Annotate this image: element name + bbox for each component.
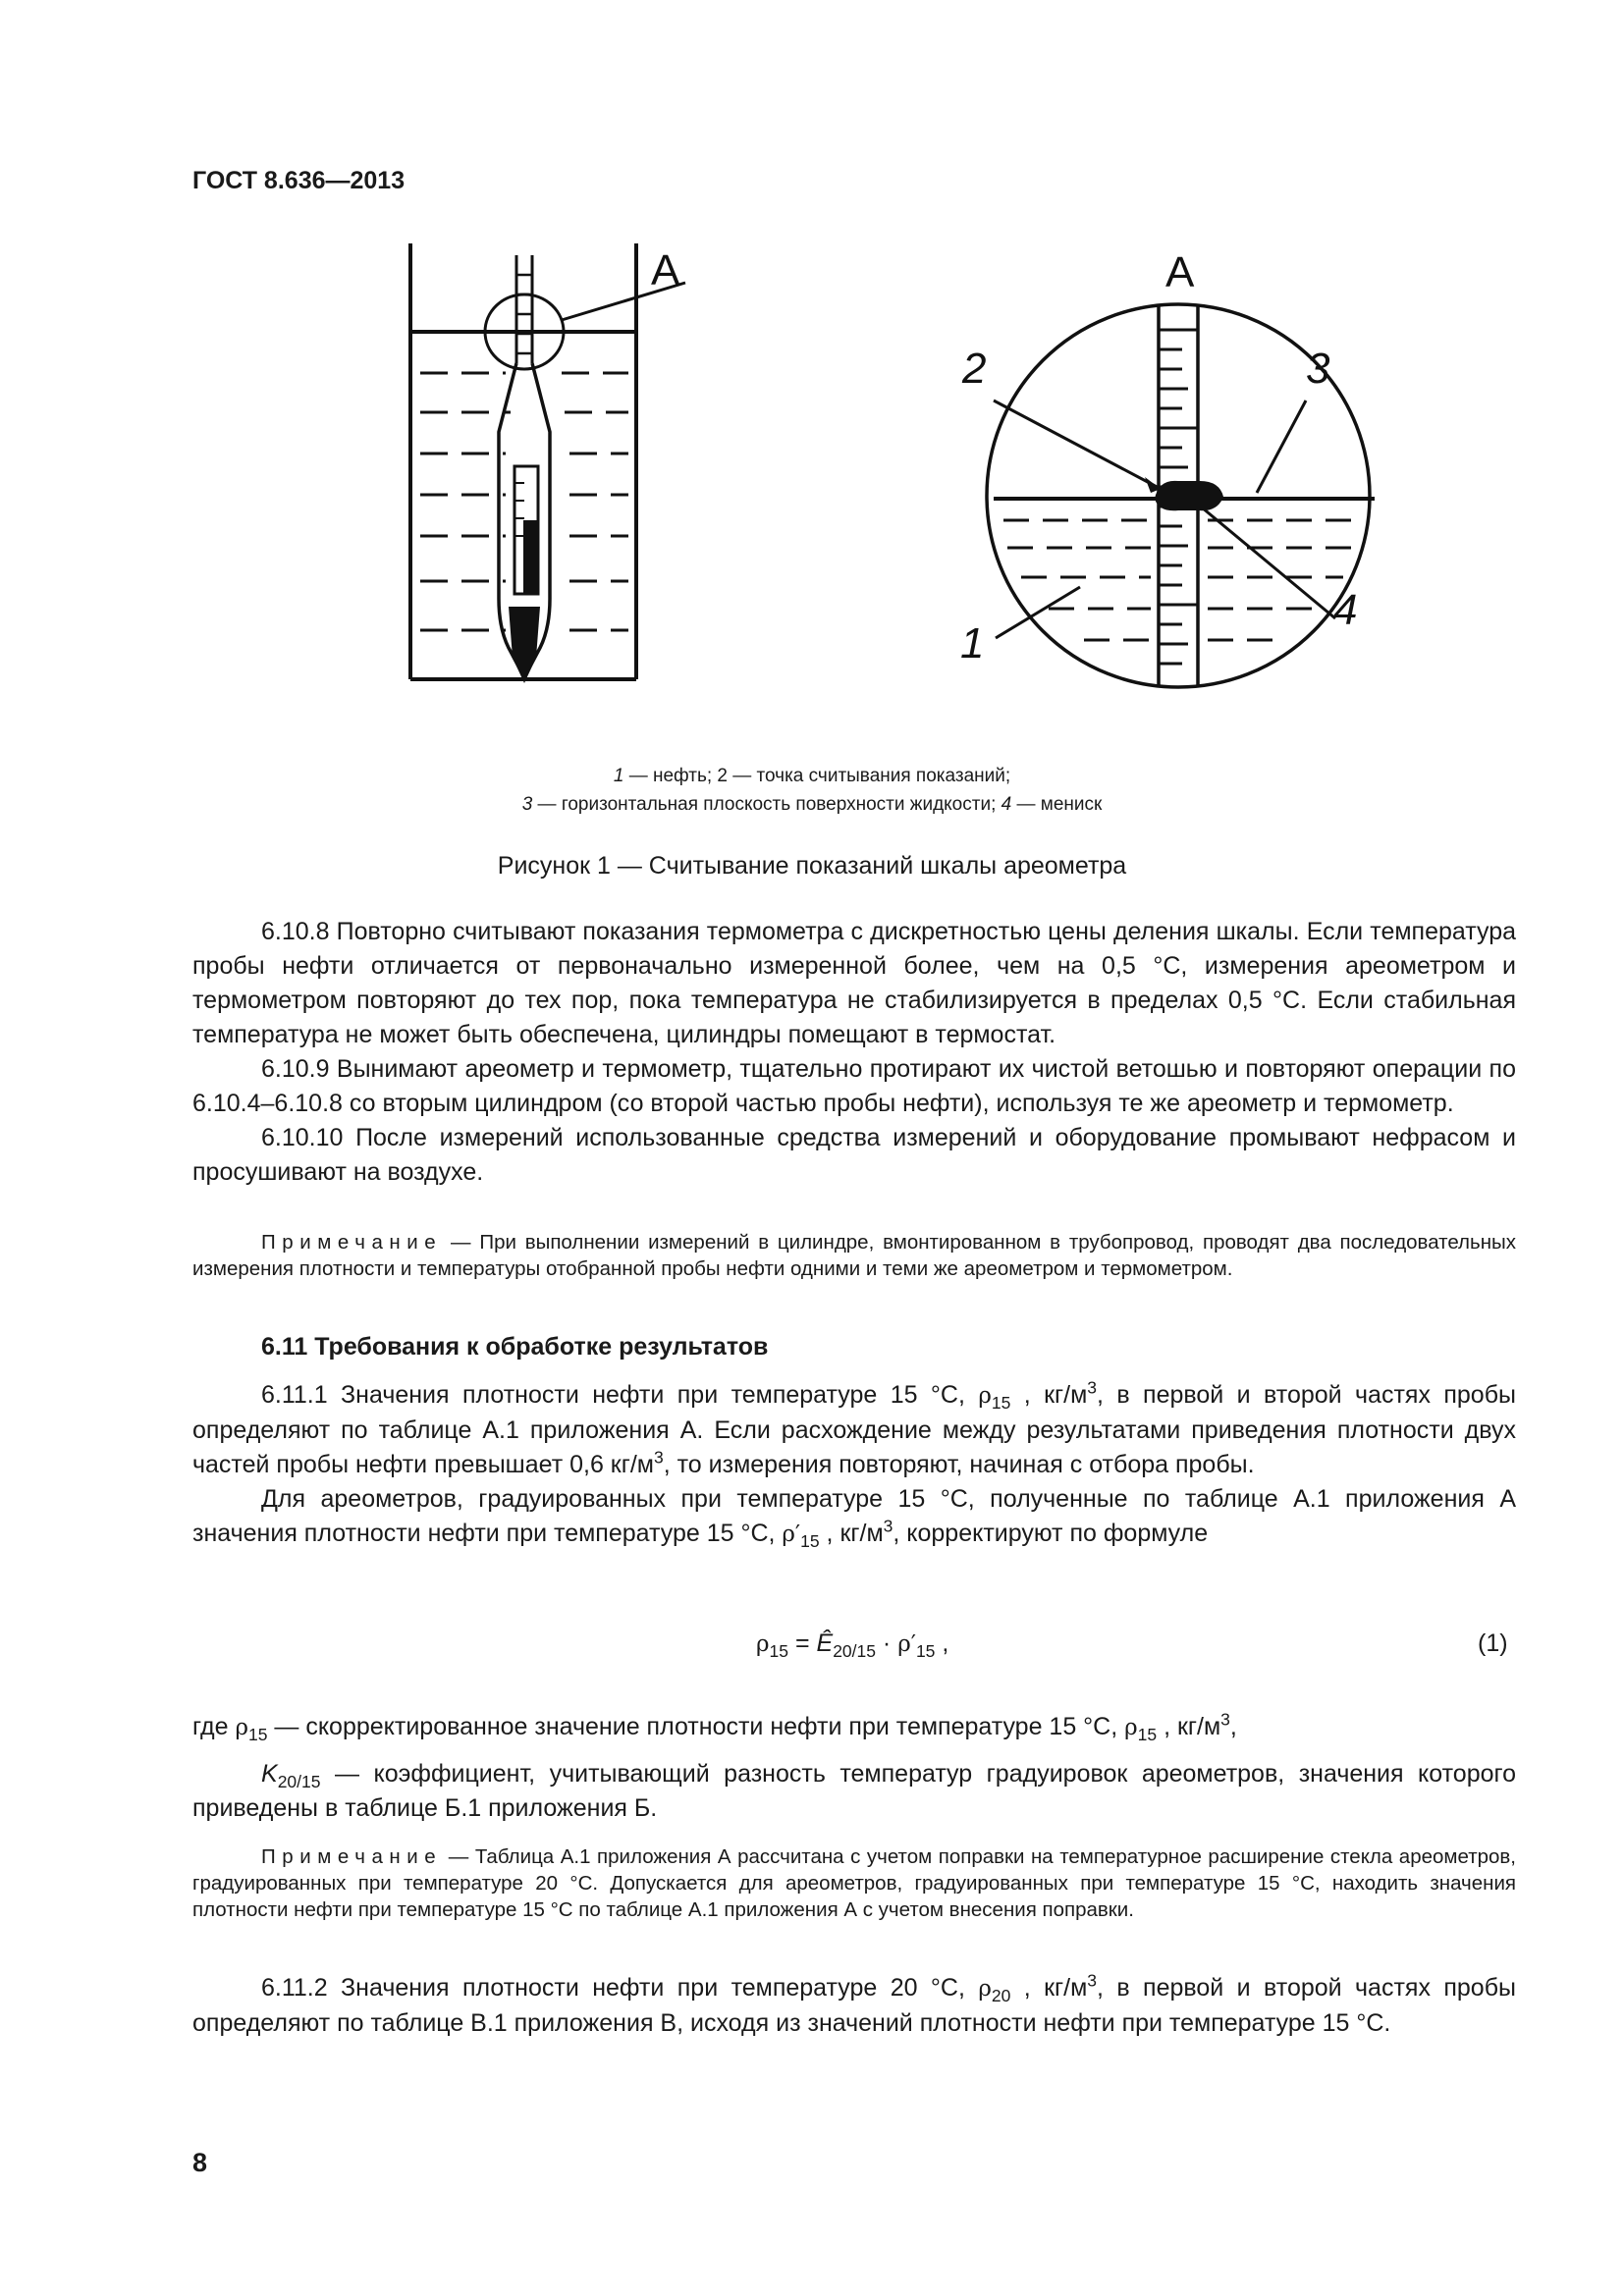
formula-number: (1) [1478, 1629, 1508, 1657]
legend-line-2: 3 — горизонтальная плоскость поверхности жидкости; 4 — мениск [521, 794, 1103, 815]
formula-1: $\rho_{15}$ = $Ê_{20/15} \cdot \rho'_{15}$ , [756, 1629, 949, 1661]
note-text: — При выполнении измерений в цилиндре, вмонтированном в трубопровод, проводят два последовательных измерения плотности и температуры отобранной пробы нефти одними и теми же ареометром и термометром. [192, 1231, 1516, 1280]
note2-text: — Таблица А.1 приложения А рассчитана с учетом поправки на температурное расширение стекла ареометров, градуированных при температуре 20 °С. Допускается для ареометров, градуированных при температуре 15 °С, находить значения плотности нефти при температуре 15 °С по таблице А.1 приложения А с учетом внесения поправки. [192, 1845, 1516, 1921]
label-1: 1 [960, 619, 985, 667]
legend-line-1: 1 — нефть; 2 — точка считывания показаний; [613, 766, 1011, 786]
label-2: 2 [962, 345, 987, 393]
paragraph-6-10-10: 6.10.10 После измерений использованные средства измерений и оборудование промывают нефрасом и просушивают на воздухе. [192, 1124, 1516, 1186]
section-6-10 [192, 915, 1516, 1190]
label-A-right: А [1165, 248, 1195, 296]
hydrometer-ballast [509, 607, 540, 683]
page-number: 8 [192, 2148, 208, 2177]
figure-legend [295, 762, 1329, 819]
section-heading-6-11: 6.11 Требования к обработке результатов [261, 1333, 769, 1361]
document-header: ГОСТ 8.636—2013 [192, 167, 406, 194]
where-k2015: $K_{20/15}$ — коэффициент, учитывающий разность температур градуировок ареометров, значения которого приведены в таблице Б.1 приложения Б. [192, 1760, 1516, 1822]
section-6-11-text [192, 1378, 1516, 1552]
paragraph-6-10-9: 6.10.9 Вынимают ареометр и термометр, тщательно протирают их чистой ветошью и повторяют операции по 6.10.4–6.10.8 со вторым цилиндром (со второй частью пробы нефти), используя те же ареометр и термометр. [192, 1055, 1516, 1117]
label-3: 3 [1306, 345, 1330, 393]
paragraph-hydrometers-15: Для ареометров, градуированных при температуре 15 °С, полученные по таблице А.1 приложения А значения плотности нефти при температуре 15 °С, $\rho'_{15}$ , $кг/м^3$, корректируют по формуле [192, 1485, 1516, 1551]
note-6-10 [192, 1229, 1516, 1282]
paragraph-6-11-1: 6.11.1 Значения плотности нефти при температуре 15 °С, $\rho_{15}$ , $кг/м^3$, в первой и второй частях пробы определяют по таблице А.1 приложения А. Если расхождение между результатами приведения плотности двух частей пробы нефти превышает 0,6 $кг/м^3$, то измерения повторяют, начиная с отбора пробы. [192, 1377, 1516, 1478]
figure-caption: Рисунок 1 — Считывание показаний шкалы ареометра [497, 852, 1127, 880]
thermometer-column [523, 520, 537, 594]
paragraph-6-10-8: 6.10.8 Повторно считывают показания термометра с дискретностью цены деления шкалы. Если температура пробы нефти отличается от первоначально измеренной более, чем на 0,5 °С, измерения ареометром и термометром повторяют до тех пор, пока температура не стабилизируется в пределах 0,5 °С. Если стабильная температура не может быть обеспечена, цилиндры помещают в термостат. [192, 918, 1516, 1048]
figure-hydrometer-reading [393, 236, 1434, 707]
note2-label: Примечание [261, 1845, 443, 1868]
where-rho15: где $\rho_{15}$ — скорректированное значение плотности нефти при температуре 15 °С, $\rho_{15}$ , $кг/м^3$, [192, 1709, 1237, 1744]
note-6-11 [192, 1843, 1516, 1923]
paragraph-6-11-2: 6.11.2 Значения плотности нефти при температуре 20 °С, $\rho_{20}$ , $кг/м^3$, в первой и второй частях пробы определяют по таблице В.1 приложения В, исходя из значений плотности нефти при температуре 15 °С. [192, 1970, 1516, 2037]
note-label: Примечание [261, 1231, 443, 1254]
section-6-11-2 [192, 1971, 1516, 2041]
label-A-left: А [651, 246, 680, 294]
label-4: 4 [1333, 586, 1358, 634]
meniscus [1155, 481, 1223, 510]
